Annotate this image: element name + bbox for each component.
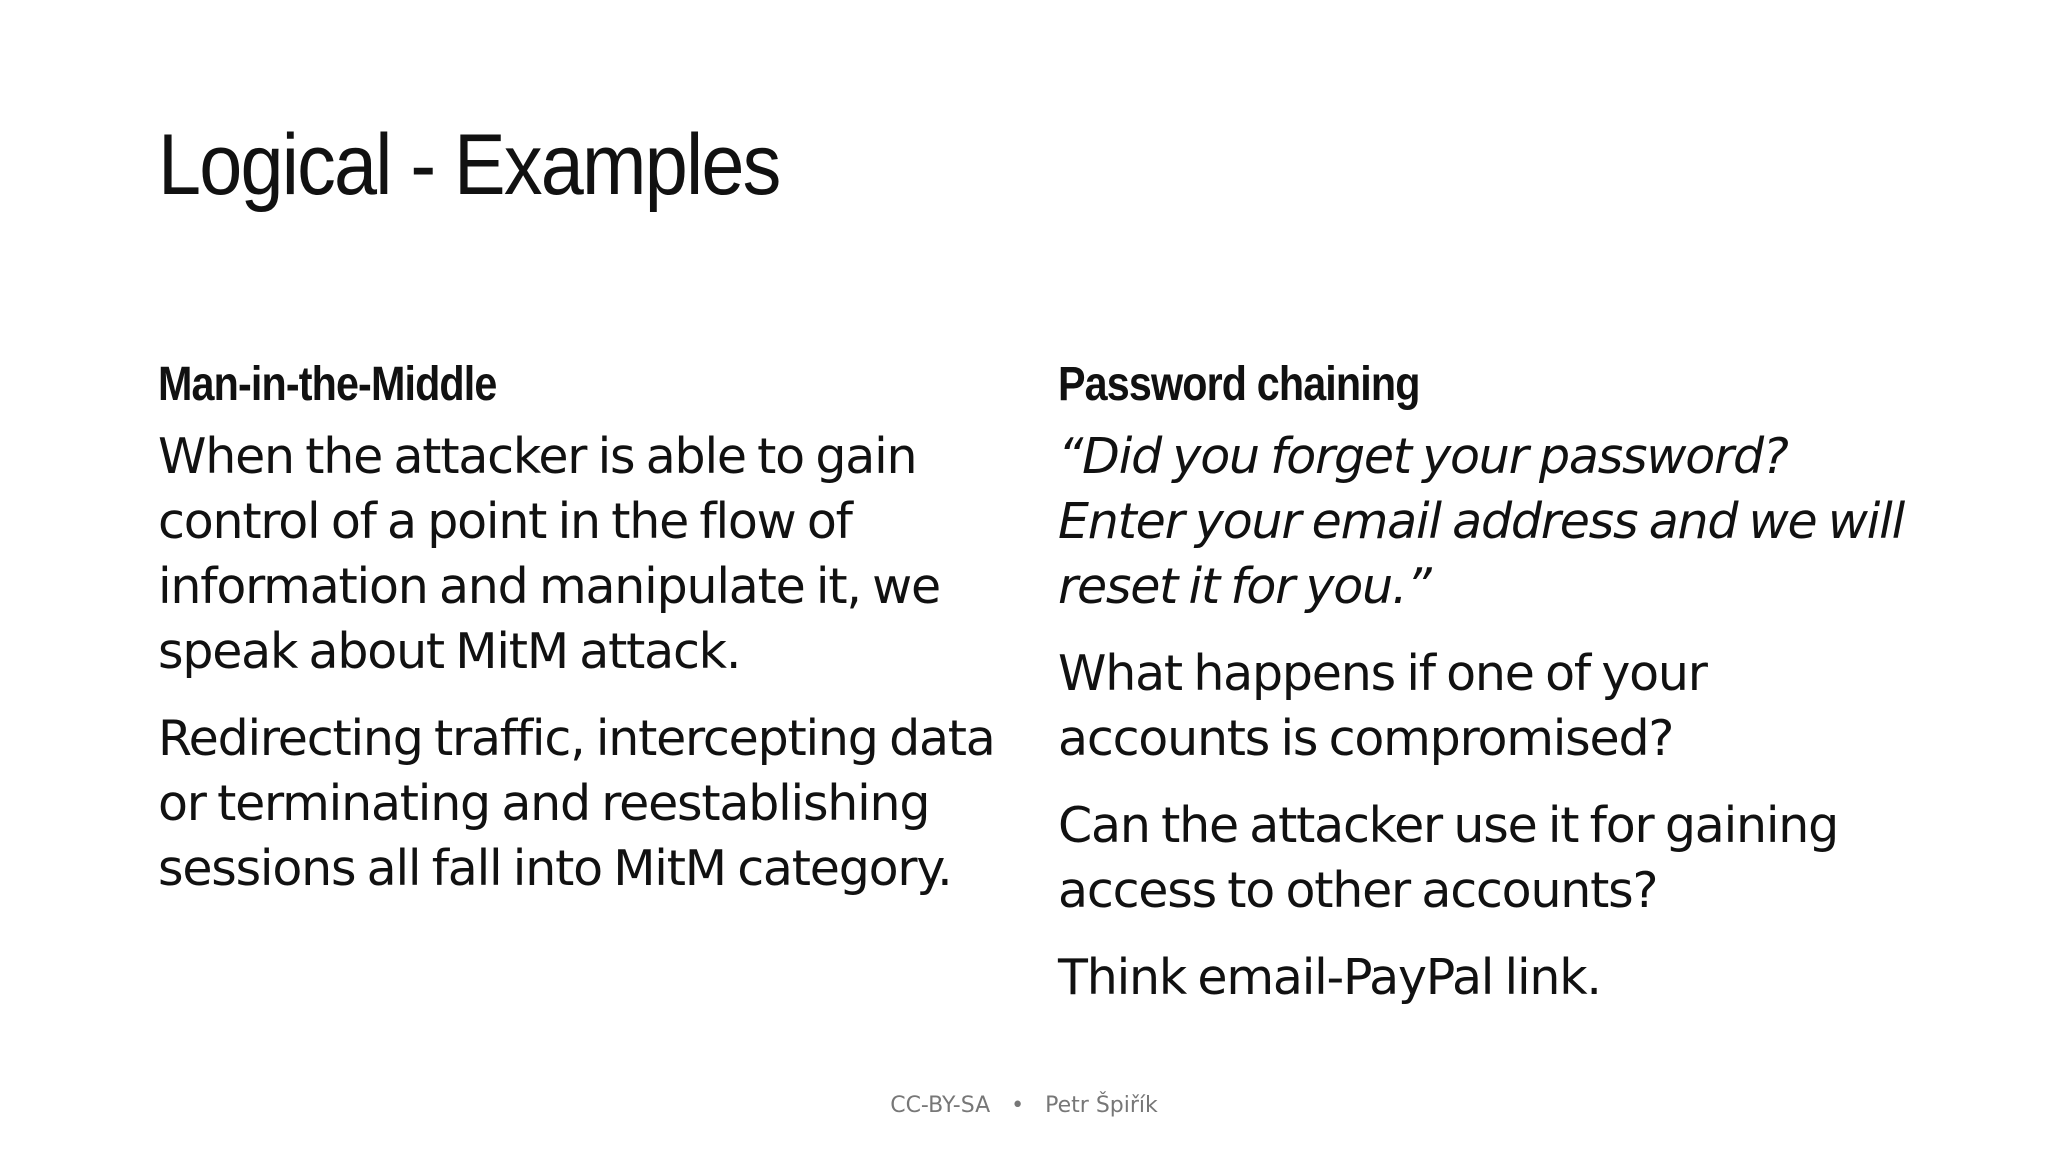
- footer-separator: •: [1011, 1093, 1025, 1118]
- footer-author: Petr Špiřík: [1045, 1093, 1158, 1118]
- gaining-access-question: Can the attacker use it for gaining access to other accounts?: [1058, 796, 1839, 919]
- mitm-examples: Redirecting traffic, intercepting data or terminating and reestablishing sessions all fall into MitM category.: [158, 709, 995, 897]
- right-column: [1058, 356, 1908, 1032]
- mitm-heading: Man-in-the-Middle: [158, 358, 497, 411]
- footer-license: CC-BY-SA: [890, 1093, 991, 1118]
- password-reset-quote: “Did you forget your password? Enter your email address and we will reset it for you.”: [1058, 427, 1904, 615]
- slide-footer: [0, 1093, 2048, 1118]
- paypal-link-note: Think email-PayPal link.: [1058, 948, 1601, 1006]
- mitm-definition: When the attacker is able to gain control of a point in the flow of information and manipulate it, we speak about MitM attack.: [158, 427, 940, 680]
- compromised-question: What happens if one of your accounts is compromised?: [1058, 644, 1707, 767]
- left-column: [158, 356, 1008, 923]
- slide-title: Logical - Examples: [158, 117, 780, 213]
- password-chaining-heading: Password chaining: [1058, 358, 1420, 411]
